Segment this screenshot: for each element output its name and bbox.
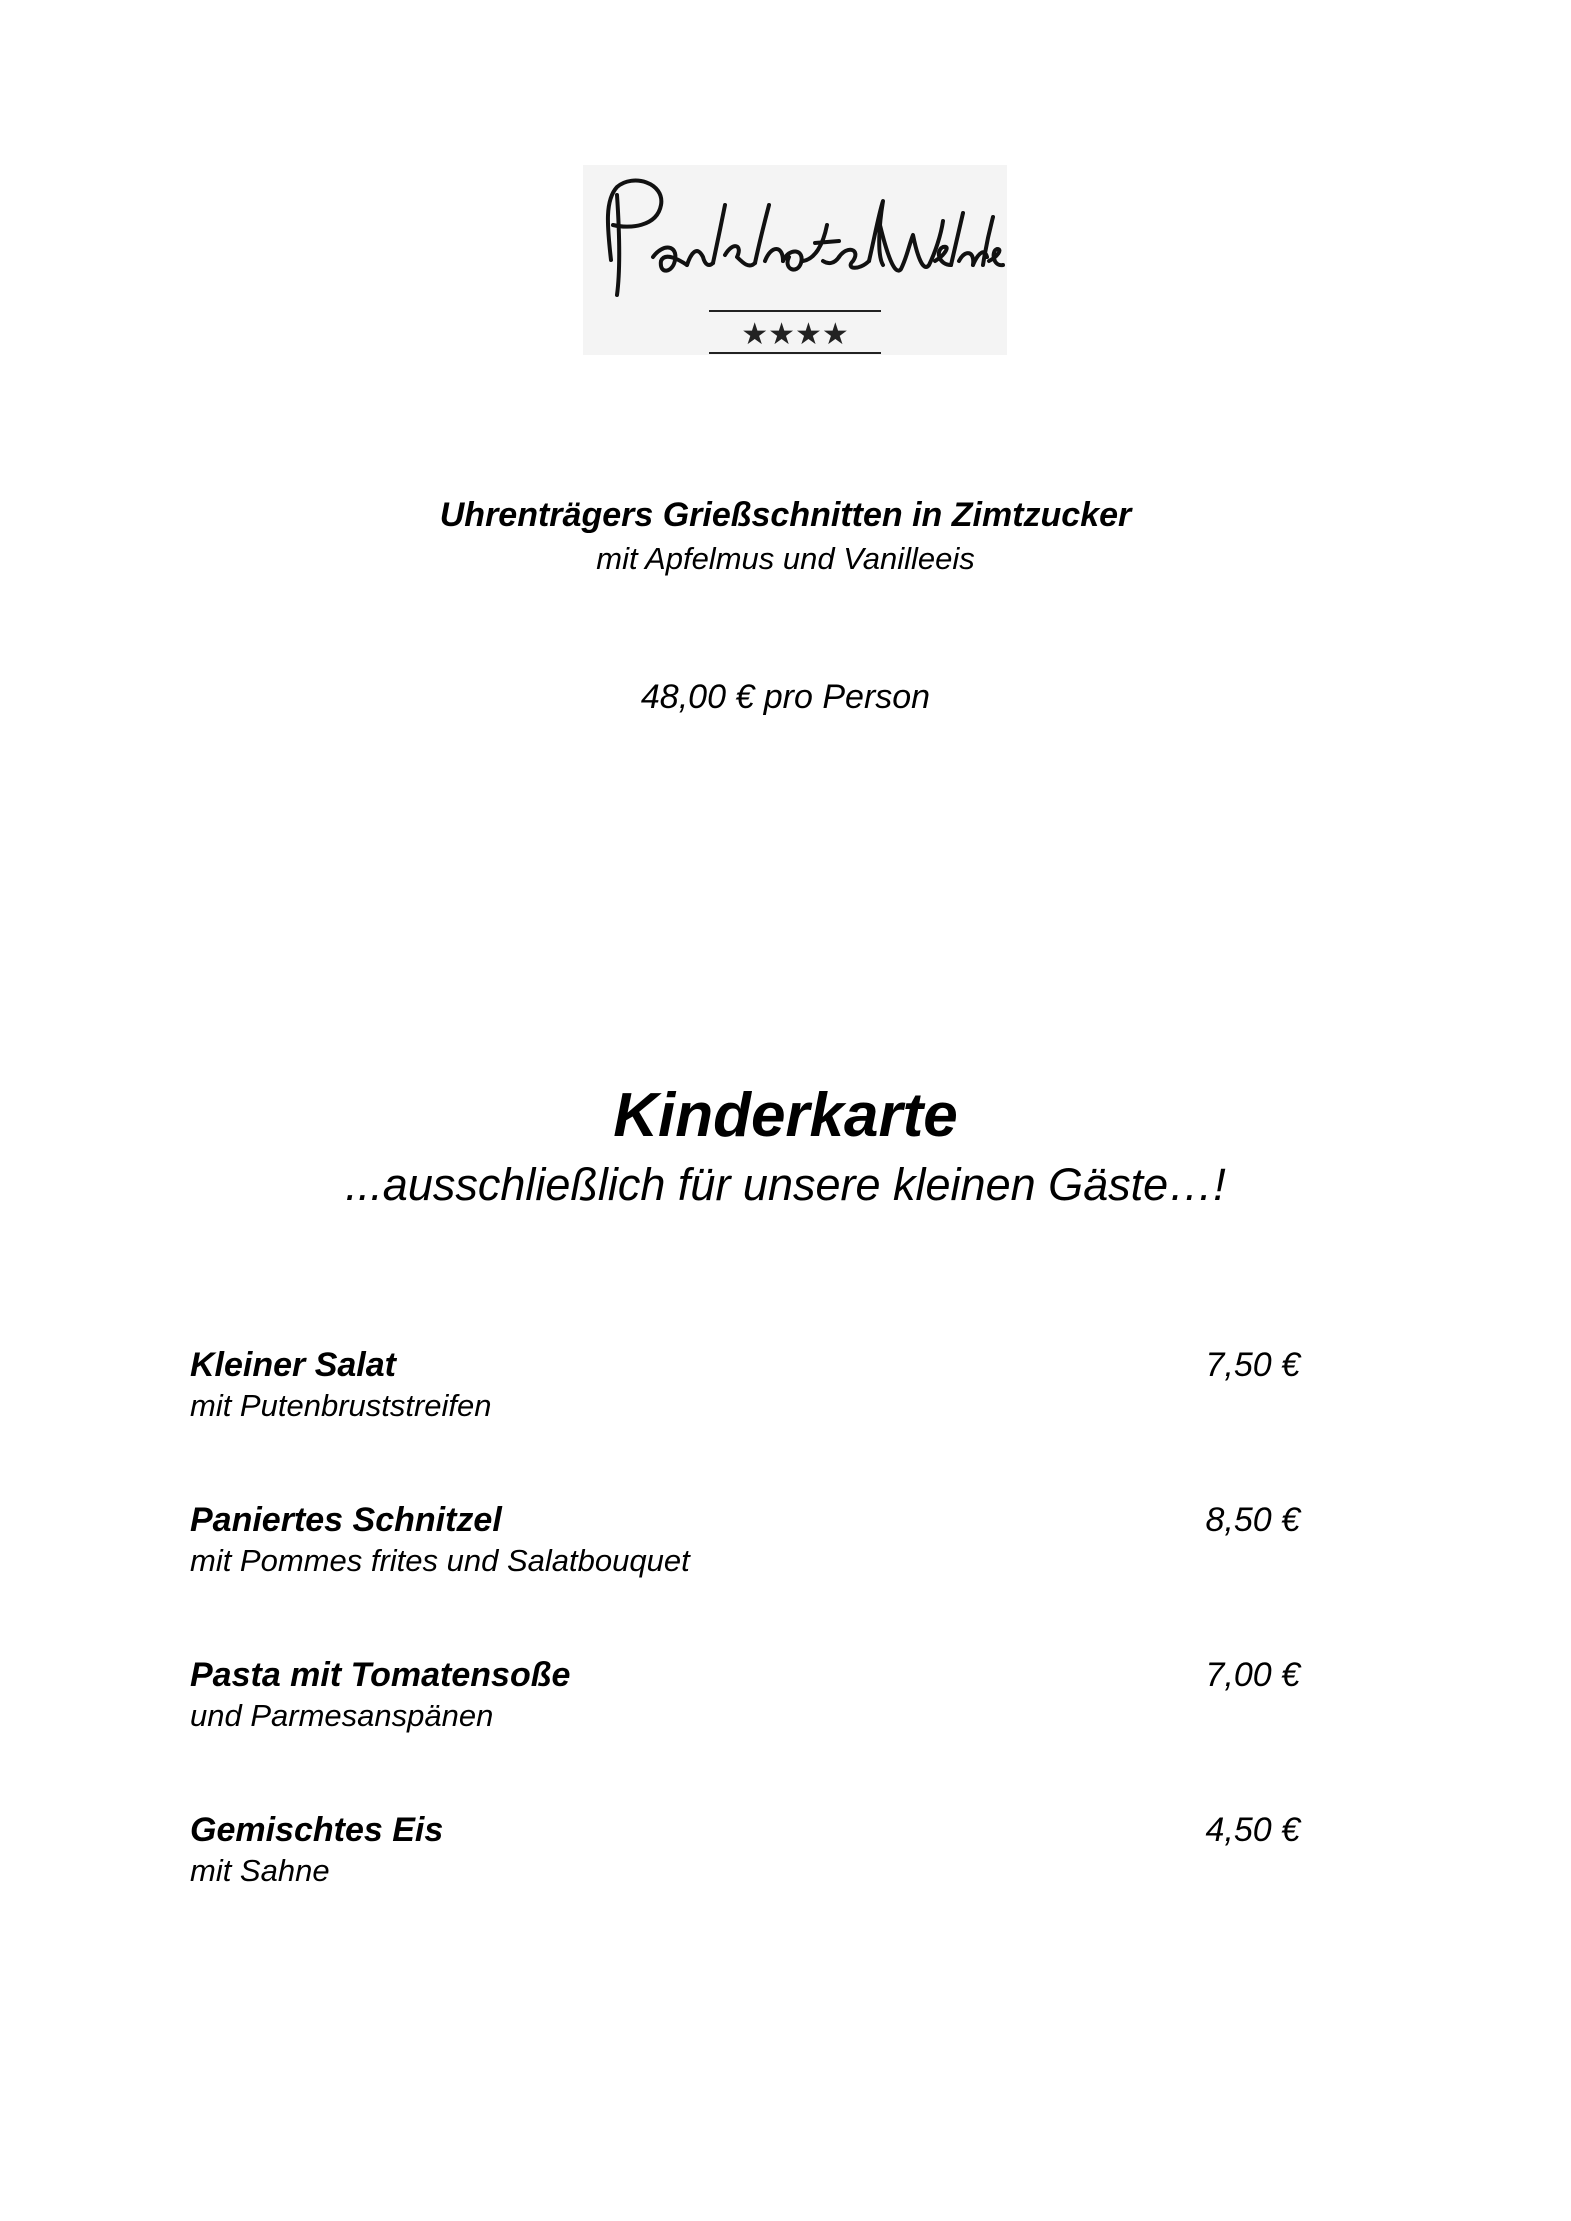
menu-price: 48,00 € pro Person [640,678,931,716]
dessert-subtitle: mit Apfelmus und Vanilleeis [596,541,975,576]
menu-item [190,1810,1300,1900]
menu-item-name: Gemischtes Eis [190,1811,444,1849]
svg-text:★★★★: ★★★★ [741,317,849,352]
kinderkarte-subtitle: ...ausschließlich für unsere kleinen Gäste…! [345,1159,1226,1210]
menu-item [190,1500,1300,1590]
menu-item [190,1655,1300,1745]
menu-item-description: mit Putenbruststreifen [190,1388,492,1423]
menu-item-name: Pasta mit Tomatensoße [190,1656,571,1694]
menu-item-price: 8,50 € [1205,1501,1300,1539]
menu-item-description: und Parmesanspänen [190,1698,494,1733]
hotel-logo [583,165,1007,355]
menu-item-price: 7,50 € [1205,1346,1300,1384]
menu-item-name: Paniertes Schnitzel [190,1501,502,1539]
kinderkarte-title: Kinderkarte [613,1081,958,1150]
menu-item-price: 7,00 € [1205,1656,1300,1694]
menu-item [190,1345,1300,1435]
dessert-title: Uhrenträgers Grießschnitten in Zimtzucker [439,496,1132,534]
menu-item-price: 4,50 € [1205,1811,1300,1849]
menu-item-description: mit Sahne [190,1853,330,1888]
menu-item-description: mit Pommes frites und Salatbouquet [190,1543,690,1578]
menu-item-name: Kleiner Salat [190,1346,396,1384]
